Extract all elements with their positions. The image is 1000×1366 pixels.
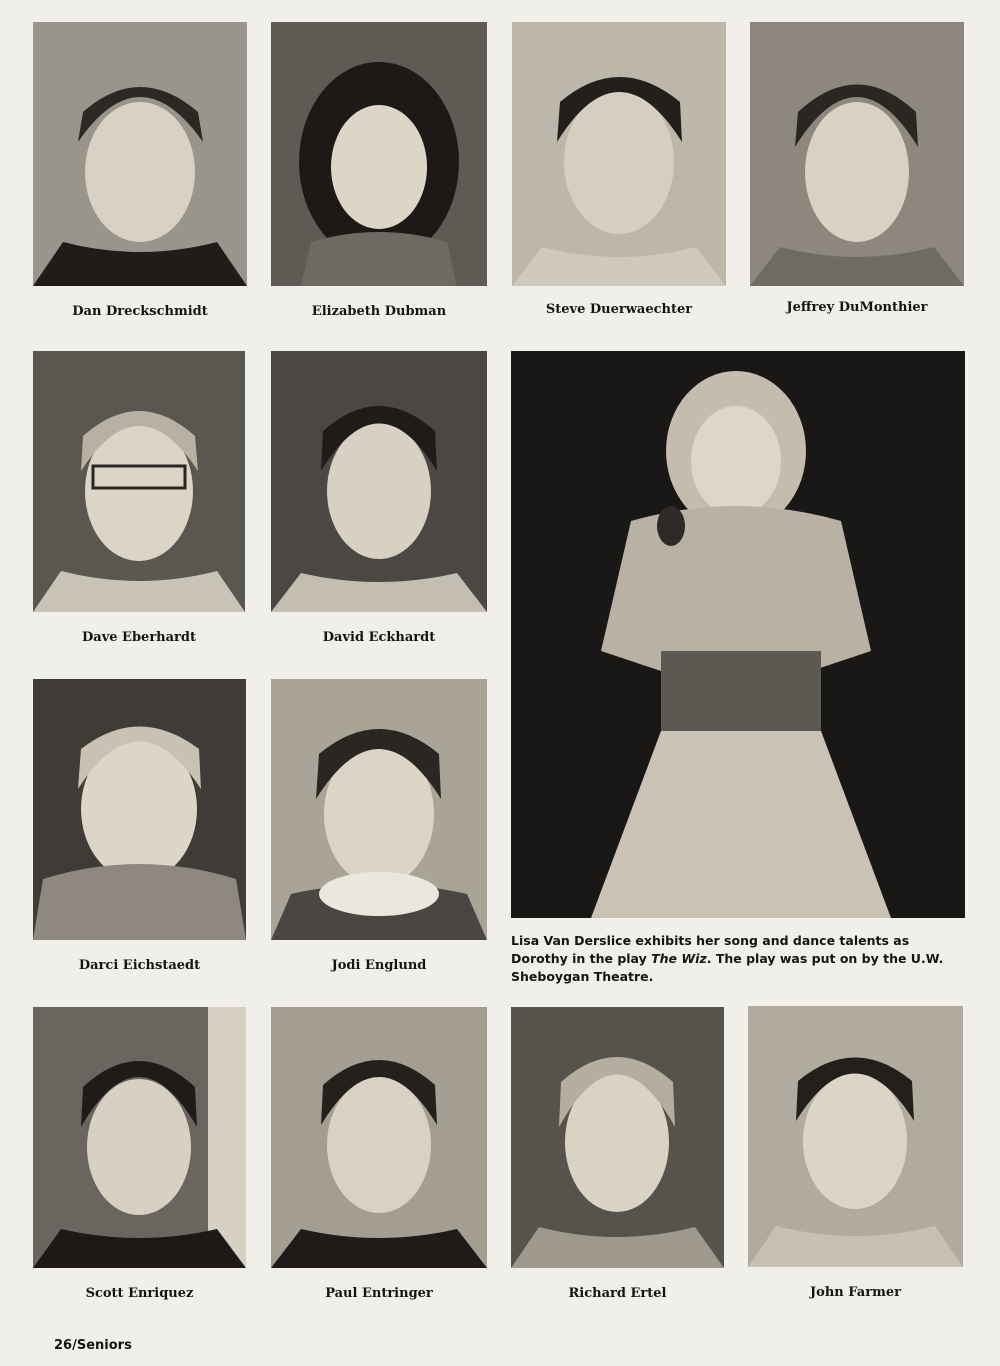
play-title: The Wiz — [651, 951, 707, 966]
portrait-photo — [748, 1006, 963, 1267]
portrait-photo — [33, 22, 247, 286]
portrait-caption: Scott Enriquez — [85, 1286, 194, 1301]
portrait-photo — [512, 22, 726, 286]
feature-caption — [511, 932, 967, 986]
portrait-caption: Jodi Englund — [331, 958, 427, 973]
portrait-photo — [511, 1007, 724, 1268]
portrait-caption: Dave Eberhardt — [82, 630, 196, 645]
portrait-caption: Elizabeth Dubman — [311, 304, 447, 319]
portrait-caption: Richard Ertel — [568, 1286, 667, 1301]
portrait-photo — [271, 351, 487, 612]
feature-caption-text: Lisa Van Derslice exhibits her song and dance talents as Dorothy in the play — [511, 933, 910, 966]
portrait-photo — [33, 1007, 246, 1268]
page-folio: 26/Seniors — [54, 1338, 132, 1353]
feature-caption-text: . The play was put on by the U.W. Sheboygan Theatre. — [511, 951, 944, 984]
portrait-caption: Dan Dreckschmidt — [72, 304, 208, 319]
portrait-photo — [750, 22, 964, 286]
portrait-caption: David Eckhardt — [322, 630, 436, 645]
portrait-photo — [271, 1007, 487, 1268]
portrait-photo — [271, 22, 487, 286]
portrait-caption: Jeffrey DuMonthier — [786, 300, 928, 315]
portrait-caption: Paul Entringer — [325, 1286, 433, 1301]
portrait-photo — [271, 679, 487, 940]
portrait-caption: Steve Duerwaechter — [545, 302, 693, 317]
portrait-caption: Darci Eichstaedt — [78, 958, 201, 973]
feature-photo — [511, 351, 965, 918]
portrait-caption: John Farmer — [810, 1285, 901, 1300]
portrait-photo — [33, 351, 245, 612]
portrait-photo — [33, 679, 246, 940]
